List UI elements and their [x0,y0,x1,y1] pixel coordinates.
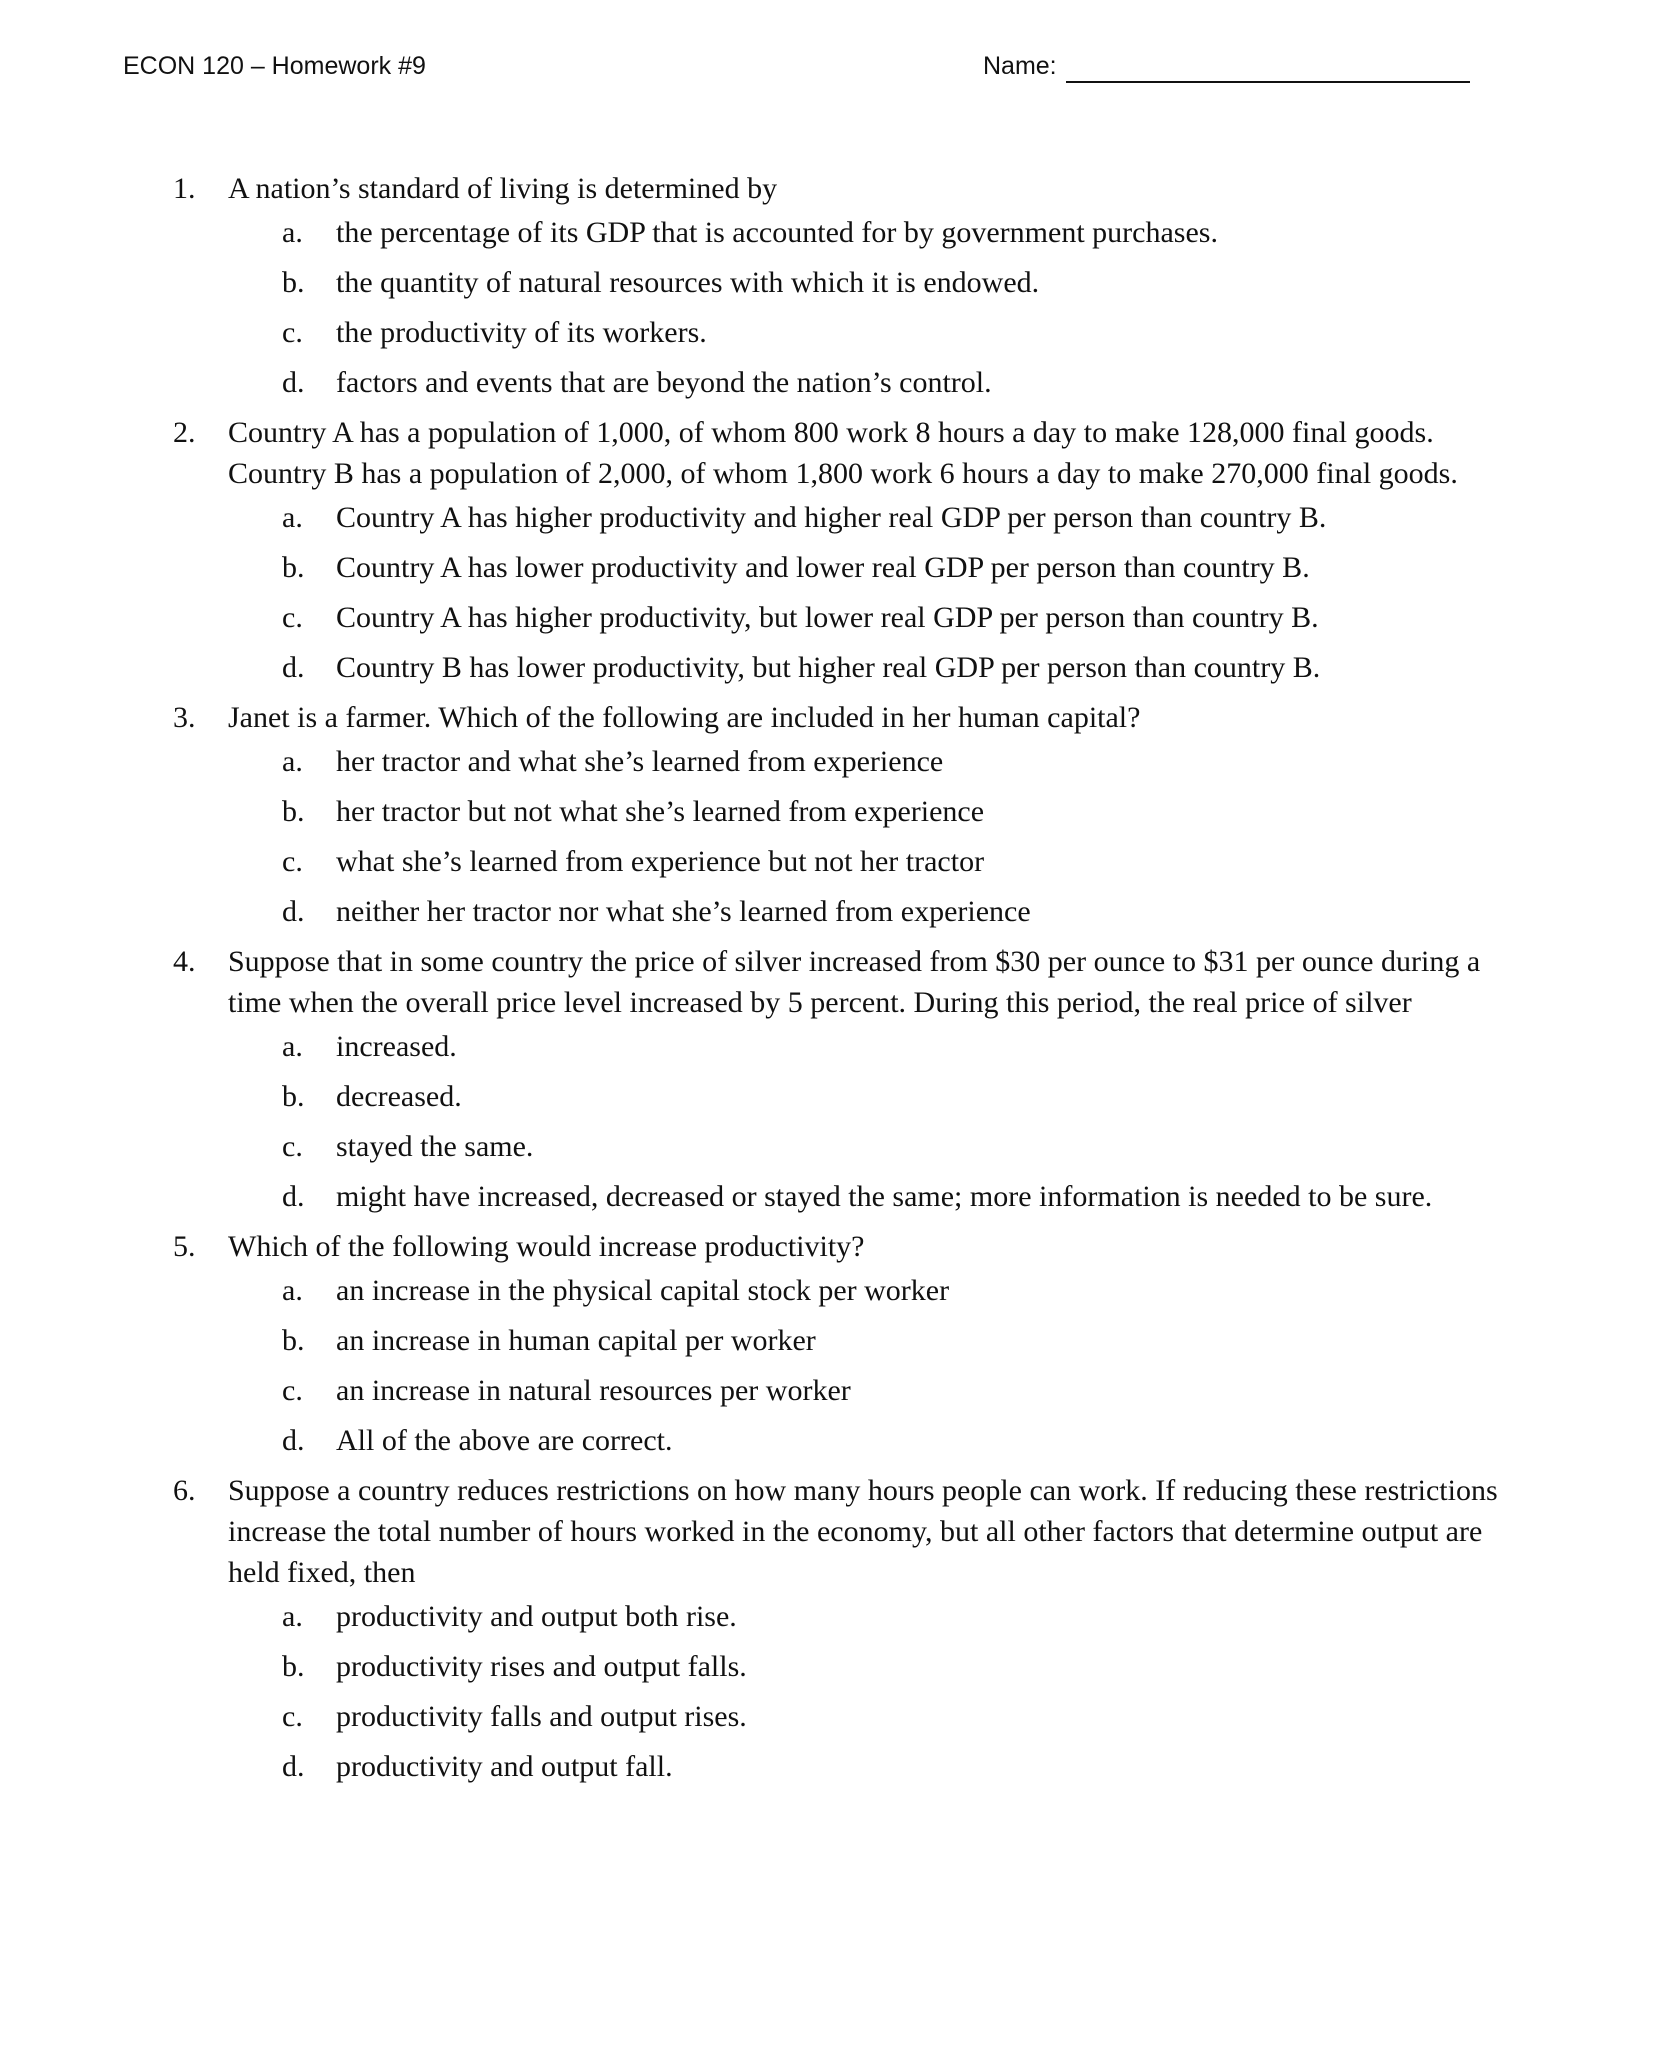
option-text: her tractor but not what she’s learned from experience [336,795,985,828]
option-letter: b. [282,795,305,828]
option-letter: d. [282,895,305,928]
option-letter: d. [282,1424,305,1457]
question-text: Suppose a country reduces restrictions on how many hours people can work. If reducing these restrictions increase the total number of hours worked in the economy, but all other factors that determine output are held fixed, then [228,1474,1498,1589]
option-text: an increase in the physical capital stock per worker [336,1274,950,1307]
option-letter: c. [282,316,303,349]
question-6 [173,1470,1513,1787]
option-text: Country A has lower productivity and lower real GDP per person than country B. [336,551,1310,584]
option-text: productivity and output both rise. [336,1600,737,1633]
option-letter: a. [282,745,303,778]
name-label: Name: [983,52,1057,80]
option-text: her tractor and what she’s learned from experience [336,745,944,778]
question-number: 1. [173,172,196,205]
option-text: the productivity of its workers. [336,316,707,349]
option-letter: d. [282,651,305,684]
option-text: increased. [336,1030,457,1063]
option-letter: a. [282,1600,303,1633]
option-text: Country A has higher productivity and higher real GDP per person than country B. [336,501,1327,534]
question-1 [173,168,1513,403]
option-text: the quantity of natural resources with which it is endowed. [336,266,1040,299]
option-text: productivity falls and output rises. [336,1700,747,1733]
option-text: the percentage of its GDP that is accounted for by government purchases. [336,216,1218,249]
option-text: neither her tractor nor what she’s learned from experience [336,895,1031,928]
question-number: 5. [173,1230,196,1263]
answer-option-a [228,1270,1513,1311]
answer-option-b [228,547,1513,588]
option-text: decreased. [336,1080,462,1113]
option-letter: b. [282,1650,305,1683]
option-letter: a. [282,216,303,249]
option-letter: c. [282,1374,303,1407]
answer-option-b [228,1646,1513,1687]
question-text: Which of the following would increase productivity? [228,1230,865,1263]
answer-option-d [228,1420,1513,1461]
option-letter: c. [282,845,303,878]
question-4 [173,941,1513,1217]
answer-option-b [228,791,1513,832]
option-text: what she’s learned from experience but not her tractor [336,845,985,878]
option-letter: d. [282,1180,305,1213]
course-title: ECON 120 – Homework #9 [123,52,426,80]
question-text: Country A has a population of 1,000, of whom 800 work 8 hours a day to make 128,000 final goods. Country B has a population of 2,000, of whom 1,800 work 6 hours a day to make 270,000 final goods. [228,416,1458,490]
option-letter: d. [282,366,305,399]
option-letter: d. [282,1750,305,1783]
question-text: Janet is a farmer. Which of the following are included in her human capital? [228,701,1141,734]
option-letter: a. [282,1030,303,1063]
question-number: 6. [173,1474,196,1507]
option-letter: b. [282,551,305,584]
answer-option-c [228,1696,1513,1737]
option-letter: b. [282,1324,305,1357]
option-letter: c. [282,1700,303,1733]
option-text: an increase in natural resources per worker [336,1374,851,1407]
option-text: productivity rises and output falls. [336,1650,747,1683]
option-text: All of the above are correct. [336,1424,673,1457]
answer-options [228,1026,1513,1217]
answer-options [228,741,1513,932]
answer-option-d [228,362,1513,403]
answer-option-a [228,212,1513,253]
answer-option-d [228,1176,1513,1217]
answer-options [228,497,1513,688]
answer-options [228,1596,1513,1787]
option-text: might have increased, decreased or stayed the same; more information is needed to be sure. [336,1180,1433,1213]
option-letter: a. [282,1274,303,1307]
option-letter: a. [282,501,303,534]
page-header [123,52,1473,92]
option-letter: b. [282,266,305,299]
answer-option-c [228,312,1513,353]
option-text: productivity and output fall. [336,1750,673,1783]
question-2 [173,412,1513,688]
option-text: factors and events that are beyond the nation’s control. [336,366,992,399]
answer-option-d [228,647,1513,688]
answer-option-c [228,597,1513,638]
question-number: 2. [173,416,196,449]
answer-option-a [228,1596,1513,1637]
question-number: 3. [173,701,196,734]
question-text: Suppose that in some country the price of silver increased from $30 per ounce to $31 per ounce during a time when the overall price level increased by 5 percent. During this period, the real price of silver [228,945,1481,1019]
answer-option-c [228,1370,1513,1411]
answer-option-c [228,841,1513,882]
answer-option-a [228,497,1513,538]
question-3 [173,697,1513,932]
answer-option-a [228,1026,1513,1067]
question-5 [173,1226,1513,1461]
option-letter: b. [282,1080,305,1113]
answer-option-b [228,1076,1513,1117]
answer-option-d [228,891,1513,932]
answer-option-c [228,1126,1513,1167]
answer-options [228,1270,1513,1461]
answer-options [228,212,1513,403]
option-text: Country B has lower productivity, but higher real GDP per person than country B. [336,651,1321,684]
answer-option-a [228,741,1513,782]
answer-option-b [228,262,1513,303]
answer-option-b [228,1320,1513,1361]
question-number: 4. [173,945,196,978]
question-text: A nation’s standard of living is determined by [228,172,778,205]
option-text: stayed the same. [336,1130,534,1163]
answer-option-d [228,1746,1513,1787]
option-text: Country A has higher productivity, but lower real GDP per person than country B. [336,601,1319,634]
name-blank-line [1066,81,1470,83]
option-text: an increase in human capital per worker [336,1324,816,1357]
question-list [173,168,1513,1796]
option-letter: c. [282,1130,303,1163]
option-letter: c. [282,601,303,634]
